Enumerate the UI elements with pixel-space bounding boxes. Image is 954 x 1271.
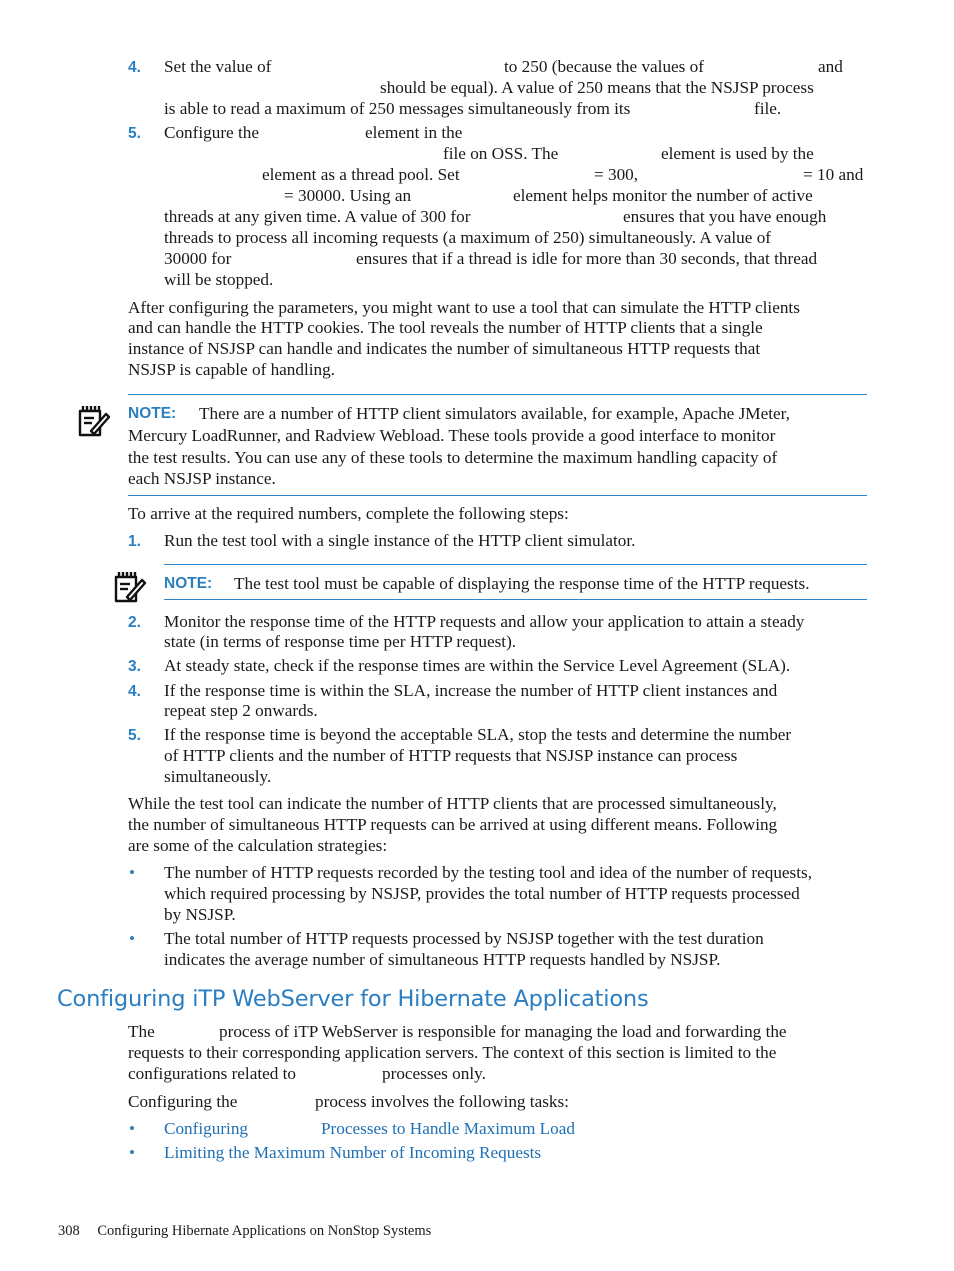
paragraph: To arrive at the required numbers, complete the following steps: bbox=[128, 504, 569, 523]
step-text: simultaneously. bbox=[164, 767, 272, 786]
link-text[interactable]: Configuring bbox=[164, 1119, 249, 1138]
step-text: repeat step 2 onwards. bbox=[164, 701, 318, 720]
bullet: • bbox=[129, 863, 135, 882]
step5-text: element helps monitor the number of active bbox=[513, 186, 813, 205]
step-text: If the response time is within the SLA, increase the number of HTTP client instances and bbox=[164, 681, 778, 700]
paragraph-text: The bbox=[128, 1022, 155, 1041]
note-top-rule bbox=[128, 394, 867, 395]
step5-text: ensures that you have enough bbox=[623, 207, 827, 226]
paragraph-line: NSJSP is capable of handling. bbox=[128, 360, 336, 379]
bullet-text: which required processing by NSJSP, provides the total number of HTTP requests processed bbox=[164, 884, 800, 903]
step-text: state (in terms of response time per HTTP request). bbox=[164, 632, 517, 651]
step4-text: should be equal). A value of 250 means that the NSJSP process bbox=[380, 78, 814, 97]
paragraph-text: process of iTP WebServer is responsible for managing the load and forwarding the bbox=[219, 1022, 787, 1041]
footer-title: Configuring Hibernate Applications on NonStop Systems bbox=[97, 1223, 432, 1239]
bullet-text: The number of HTTP requests recorded by the testing tool and idea of the number of requests, bbox=[164, 863, 813, 882]
paragraph-text: configurations related to bbox=[128, 1064, 296, 1083]
step-text: Monitor the response time of the HTTP requests and allow your application to attain a steady bbox=[164, 612, 805, 631]
step4-text: file. bbox=[754, 99, 782, 118]
note-text: Mercury LoadRunner, and Radview Webload. These tools provide a good interface to monitor bbox=[128, 426, 776, 445]
note-label: NOTE: bbox=[128, 405, 177, 422]
step5-text: file on OSS. The bbox=[443, 144, 559, 163]
paragraph-line: are some of the calculation strategies: bbox=[128, 836, 388, 855]
paragraph-line: After configuring the parameters, you might want to use a tool that can simulate the HTTP clients bbox=[128, 298, 800, 317]
step5-text: = 30000. Using an bbox=[284, 186, 412, 205]
paragraph-line: the number of simultaneous HTTP requests can be arrived at using different means. Following bbox=[128, 815, 778, 834]
step4-text: Set the value of bbox=[164, 57, 272, 76]
link-limiting-incoming-requests[interactable]: Limiting the Maximum Number of Incoming Requests bbox=[164, 1143, 542, 1162]
step-number: 4. bbox=[128, 683, 141, 700]
step-number: 1. bbox=[128, 533, 141, 550]
note-pad-icon bbox=[77, 404, 111, 438]
section-heading: Configuring iTP WebServer for Hibernate Applications bbox=[57, 986, 649, 1012]
step-number: 5. bbox=[128, 125, 141, 142]
paragraph-line: instance of NSJSP can handle and indicates the number of simultaneous HTTP requests that bbox=[128, 339, 761, 358]
step-text: If the response time is beyond the acceptable SLA, stop the tests and determine the number bbox=[164, 725, 792, 744]
step-number: 4. bbox=[128, 59, 141, 76]
paragraph-text: Configuring the bbox=[128, 1092, 238, 1111]
step5-text: Configure the bbox=[164, 123, 259, 142]
note-text: the test results. You can use any of these tools to determine the maximum handling capacity of bbox=[128, 448, 778, 467]
step-text: At steady state, check if the response times are within the Service Level Agreement (SLA). bbox=[164, 656, 791, 675]
paragraph-text: requests to their corresponding application servers. The context of this section is limited to the bbox=[128, 1043, 777, 1062]
step5-text: = 10 and bbox=[803, 165, 864, 184]
step4-text: and bbox=[818, 57, 843, 76]
bullet-text: The total number of HTTP requests processed by NSJSP together with the test duration bbox=[164, 929, 764, 948]
step-text: of HTTP clients and the number of HTTP requests that NSJSP instance can process bbox=[164, 746, 738, 765]
bullet-text: indicates the average number of simultaneous HTTP requests handled by NSJSP. bbox=[164, 950, 721, 969]
step5-text: = 300, bbox=[594, 165, 639, 184]
page-number: 308 bbox=[58, 1223, 80, 1239]
paragraph-line: and can handle the HTTP cookies. The tool reveals the number of HTTP clients that a single bbox=[128, 318, 763, 337]
step4-text: to 250 (because the values of bbox=[504, 57, 704, 76]
step4-text: is able to read a maximum of 250 messages simultaneously from its bbox=[164, 99, 631, 118]
step5-text: threads to process all incoming requests (a maximum of 250) simultaneously. A value of bbox=[164, 228, 772, 247]
step5-text: element in the bbox=[365, 123, 463, 142]
step5-text: threads at any given time. A value of 300 for bbox=[164, 207, 471, 226]
note-bottom-rule bbox=[164, 599, 867, 600]
step5-text: 30000 for bbox=[164, 249, 232, 268]
bullet: • bbox=[129, 1119, 135, 1138]
paragraph-line: While the test tool can indicate the number of HTTP clients that are processed simultaneously, bbox=[128, 794, 777, 813]
paragraph-text: processes only. bbox=[382, 1064, 486, 1083]
note-text: There are a number of HTTP client simulators available, for example, Apache JMeter, bbox=[199, 404, 790, 423]
note-pad-icon bbox=[113, 570, 147, 604]
step5-text: element is used by the bbox=[661, 144, 814, 163]
step-number: 3. bbox=[128, 658, 141, 675]
bullet-text: by NSJSP. bbox=[164, 905, 236, 924]
step-number: 2. bbox=[128, 614, 141, 631]
note-bottom-rule bbox=[128, 495, 867, 496]
note-text: The test tool must be capable of displaying the response time of the HTTP requests. bbox=[234, 574, 810, 593]
bullet: • bbox=[129, 1143, 135, 1162]
bullet: • bbox=[129, 929, 135, 948]
link-text[interactable]: Processes to Handle Maximum Load bbox=[321, 1119, 575, 1138]
note-text: each NSJSP instance. bbox=[128, 469, 276, 488]
step-number: 5. bbox=[128, 727, 141, 744]
step-text: Run the test tool with a single instance of the HTTP client simulator. bbox=[164, 531, 636, 550]
step5-text: will be stopped. bbox=[164, 270, 274, 289]
step5-text: ensures that if a thread is idle for more than 30 seconds, that thread bbox=[356, 249, 818, 268]
note-label: NOTE: bbox=[164, 575, 213, 592]
note-top-rule bbox=[164, 564, 867, 565]
page-footer bbox=[58, 1221, 431, 1241]
paragraph-text: process involves the following tasks: bbox=[315, 1092, 569, 1111]
step5-text: element as a thread pool. Set bbox=[262, 165, 460, 184]
